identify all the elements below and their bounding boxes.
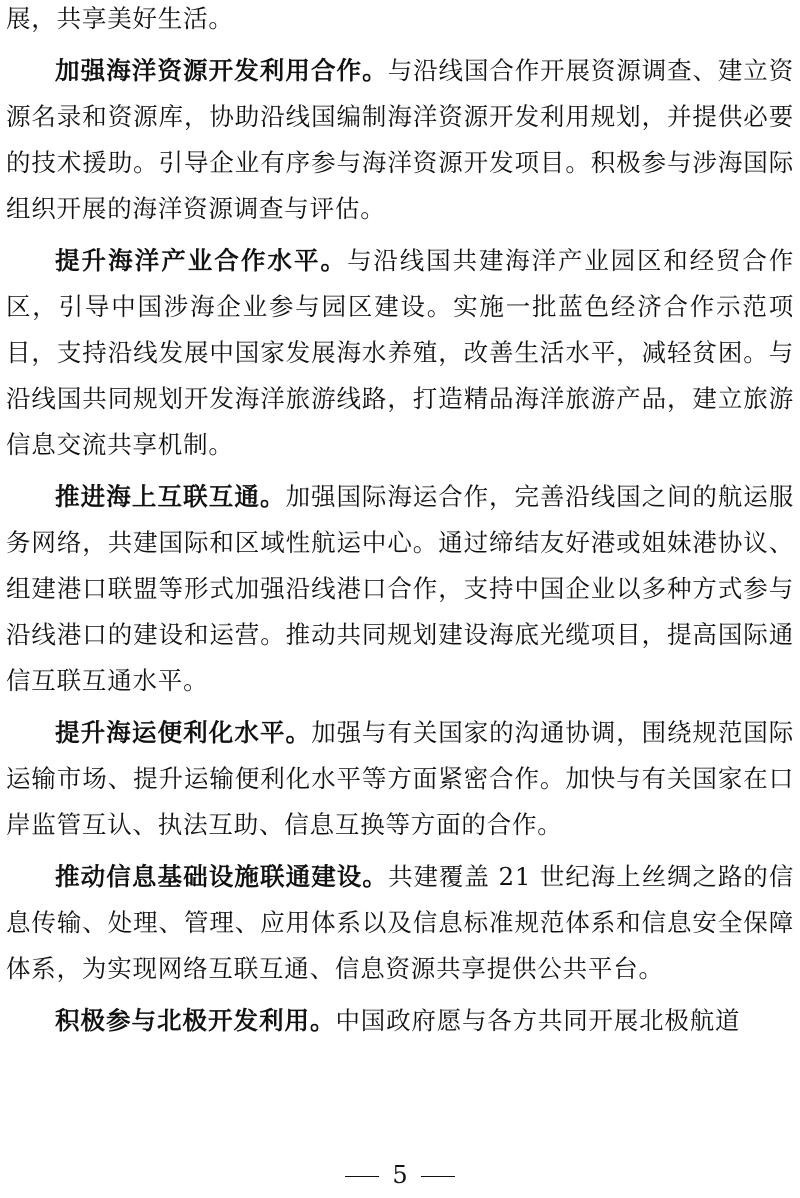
paragraph-heading: 推动信息基础设施联通建设。 <box>55 862 389 891</box>
paragraph-text: 加强与有关国家的沟通协调，围绕规范国际运输市场、提升运输便利化水平等方面紧密合作。加快与有关国家在口岸监管互认、执法互助、信息互换等方面的合作。 <box>6 718 795 839</box>
page-number: 5 <box>392 1161 408 1189</box>
right-dash <box>421 1176 455 1178</box>
paragraph-information-infrastructure <box>6 854 794 992</box>
paragraph-text: 展，共享美好生活。 <box>6 4 234 33</box>
paragraph-text: 中国政府愿与各方共同开展北极航道 <box>335 1006 741 1035</box>
page-footer <box>0 1160 800 1190</box>
paragraph-heading: 提升海运便利化水平。 <box>55 718 312 747</box>
continuation-paragraph <box>6 0 794 42</box>
paragraph-text: 加强国际海运合作，完善沿线国之间的航运服务网络，共建国际和区域性航运中心。通过缔结友好港或姐妹港协议、组建港口联盟等形式加强沿线港口合作，支持中国企业以多种方式参与沿线港口的建设和运营。推动共同规划建设海底光缆项目，提高国际通信互联互通水平。 <box>6 482 794 695</box>
paragraph-arctic-development <box>6 998 794 1044</box>
paragraph-shipping-facilitation <box>6 710 794 848</box>
paragraph-text: 与沿线国合作开展资源调查、建立资源名录和资源库，协助沿线国编制海洋资源开发利用规划，并提供必要的技术援助。引导企业有序参与海洋资源开发项目。积极参与涉海国际组织开展的海洋资源调查与评估。 <box>6 56 794 223</box>
paragraph-resource-cooperation <box>6 48 794 232</box>
paragraph-heading: 积极参与北极开发利用。 <box>55 1006 336 1035</box>
body-text <box>6 0 794 1050</box>
paragraph-industry-cooperation <box>6 238 794 468</box>
paragraph-text: 与沿线国共建海洋产业园区和经贸合作区，引导中国涉海企业参与园区建设。实施一批蓝色经济合作示范项目，支持沿线发展中国家发展海水养殖，改善生活水平，减轻贫困。与沿线国共同规划开发海洋旅游线路，打造精品海洋旅游产品，建立旅游信息交流共享机制。 <box>6 246 795 459</box>
paragraph-heading: 提升海洋产业合作水平。 <box>55 246 348 275</box>
left-dash <box>345 1176 379 1178</box>
paragraph-maritime-connectivity <box>6 474 794 704</box>
paragraph-heading: 加强海洋资源开发利用合作。 <box>55 56 388 85</box>
paragraph-text: 共建覆盖 21 世纪海上丝绸之路的信息传输、处理、管理、应用体系以及信息标准规范体系和信息安全保障体系，为实现网络互联互通、信息资源共享提供公共平台。 <box>6 862 795 983</box>
paragraph-heading: 推进海上互联互通。 <box>55 482 286 511</box>
